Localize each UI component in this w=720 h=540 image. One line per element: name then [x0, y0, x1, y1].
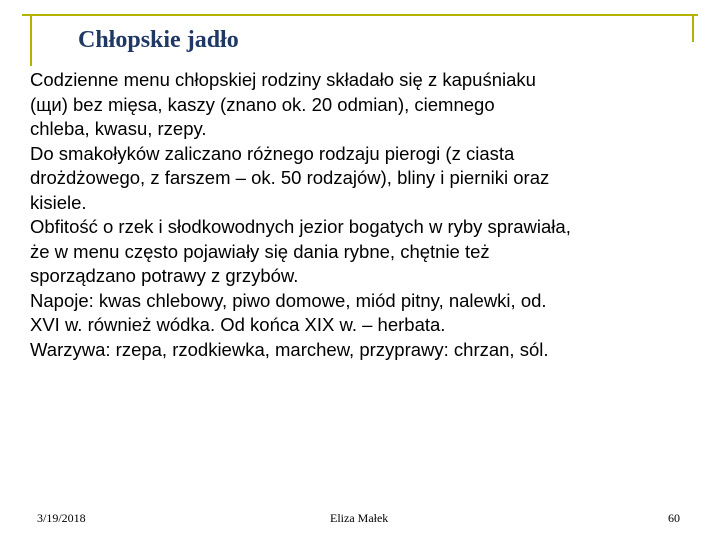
paragraph-delicacies	[30, 142, 710, 216]
body-line: chleba, kwasu, rzepy.	[30, 118, 207, 139]
slide-body	[30, 68, 710, 362]
body-line: drożdżowego, z farszem – ok. 50 rodzajów), bliny i pierniki oraz	[30, 167, 550, 188]
paragraph-fish-dishes	[30, 215, 710, 289]
body-line: Do smakołyków zaliczano różnego rodzaju pierogi (z ciasta	[30, 142, 515, 164]
top-accent-rule	[22, 14, 698, 16]
body-line: XVI w. również wódka. Od końca XIX w. – herbata.	[30, 314, 446, 335]
paragraph-vegetables	[30, 338, 710, 363]
footer-date: 3/19/2018	[37, 511, 86, 525]
paragraph-daily-menu	[30, 68, 710, 142]
slide-title: Chłopskie jadło	[78, 27, 239, 53]
footer-page-number: 60	[668, 511, 680, 525]
body-line: że w menu często pojawiały się dania rybne, chętnie też	[30, 240, 490, 262]
body-line: Napoje: kwas chlebowy, piwo domowe, miód pitny, nalewki, od.	[30, 289, 547, 311]
body-line: sporządzano potrawy z grzybów.	[30, 265, 299, 286]
body-line: Obfitość o rzek i słodkowodnych jezior bogatych w ryby sprawiała,	[30, 216, 571, 237]
paragraph-drinks	[30, 289, 710, 338]
body-line: kisiele.	[30, 191, 87, 213]
footer-author: Eliza Małek	[330, 511, 389, 525]
body-line: (щи) bez mięsa, kaszy (znano ok. 20 odmian), ciemnego	[30, 93, 495, 115]
right-accent-tick	[692, 16, 694, 42]
body-line: Warzywa: rzepa, rzodkiewka, marchew, przyprawy: chrzan, sól.	[30, 338, 549, 360]
body-line: Codzienne menu chłopskiej rodziny składało się z kapuśniaku	[30, 69, 536, 90]
left-accent-rule	[30, 16, 32, 66]
